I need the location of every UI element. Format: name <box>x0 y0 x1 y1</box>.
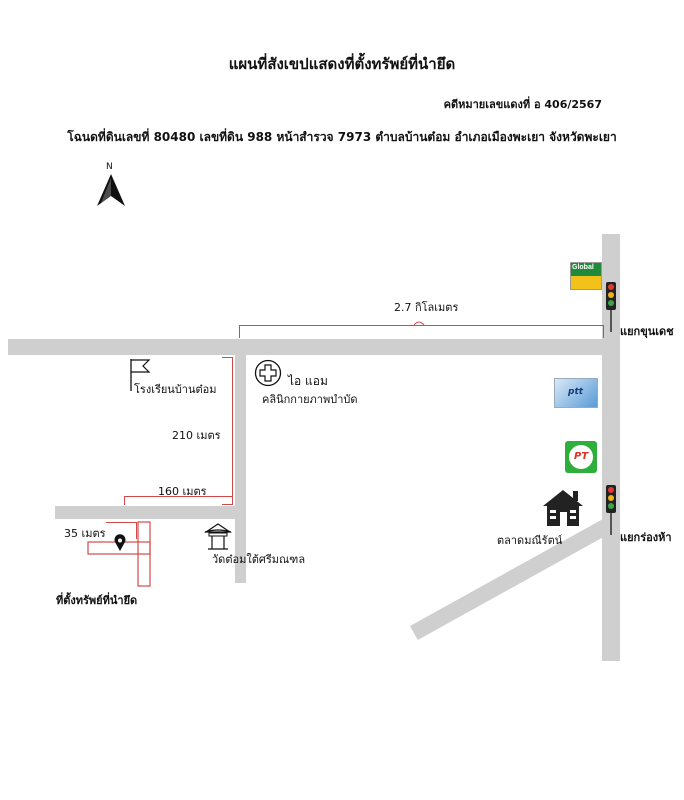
temple-label: วัดต๋อมใต้ศรีมณฑล <box>212 553 306 566</box>
north-label: N <box>106 162 113 172</box>
location-pin-icon <box>114 535 126 551</box>
traffic-light-north-icon <box>604 282 618 332</box>
junction-south-label: แยกร่องห้า <box>620 531 672 544</box>
pt-logo <box>565 441 597 473</box>
temple-icon <box>203 524 233 550</box>
clinic-label-line1: ไอ แอม <box>288 374 328 388</box>
clinic-label-line2: คลินิกกายภาพบำบัด <box>262 393 358 406</box>
main-road-distance: 2.7 กิโลเมตร <box>394 301 459 314</box>
lane-road <box>55 506 235 519</box>
north-indicator <box>96 162 126 207</box>
property-label: ที่ตั้งทรัพย์ที่นำยึด <box>56 594 138 607</box>
market-house-icon <box>541 488 585 528</box>
global-logo-text: Global <box>572 264 594 271</box>
pt-logo-text: PT <box>574 451 589 462</box>
plot-distance: 35 เมตร <box>64 527 106 540</box>
school-label: โรงเรียนบ้านต๋อม <box>134 383 217 396</box>
main-road <box>8 339 620 355</box>
ptt-logo-text: ptt <box>568 387 584 397</box>
case-number: คดีหมายเลขแดงที่ อ 406/2567 <box>443 98 602 111</box>
side-road <box>235 355 246 583</box>
main-road-dimension-tick <box>414 319 424 327</box>
junction-north-label: แยกขุนเดช <box>620 325 674 338</box>
deed-info: โฉนดที่ดินเลขที่ 80480 เลขที่ดิน 988 หน้าสำรวจ 7973 ตำบลบ้านต๋อม อำเภอเมืองพะเยา จังหวัดพะเยา <box>67 130 617 144</box>
property-plot <box>86 520 166 590</box>
map-title: แผนที่สังเขปแสดงที่ตั้งทรัพย์ที่นำยึด <box>228 55 456 73</box>
market-label: ตลาดมณีรัตน์ <box>497 534 563 547</box>
medical-cross-icon <box>254 359 282 387</box>
ptt-logo <box>554 378 598 408</box>
north-arrow-icon <box>96 174 126 208</box>
global-logo <box>570 262 602 290</box>
traffic-light-south-icon <box>604 485 618 535</box>
side-road-distance: 210 เมตร <box>172 429 221 442</box>
side-road-dimension <box>222 357 233 505</box>
lane-distance: 160 เมตร <box>158 485 207 498</box>
